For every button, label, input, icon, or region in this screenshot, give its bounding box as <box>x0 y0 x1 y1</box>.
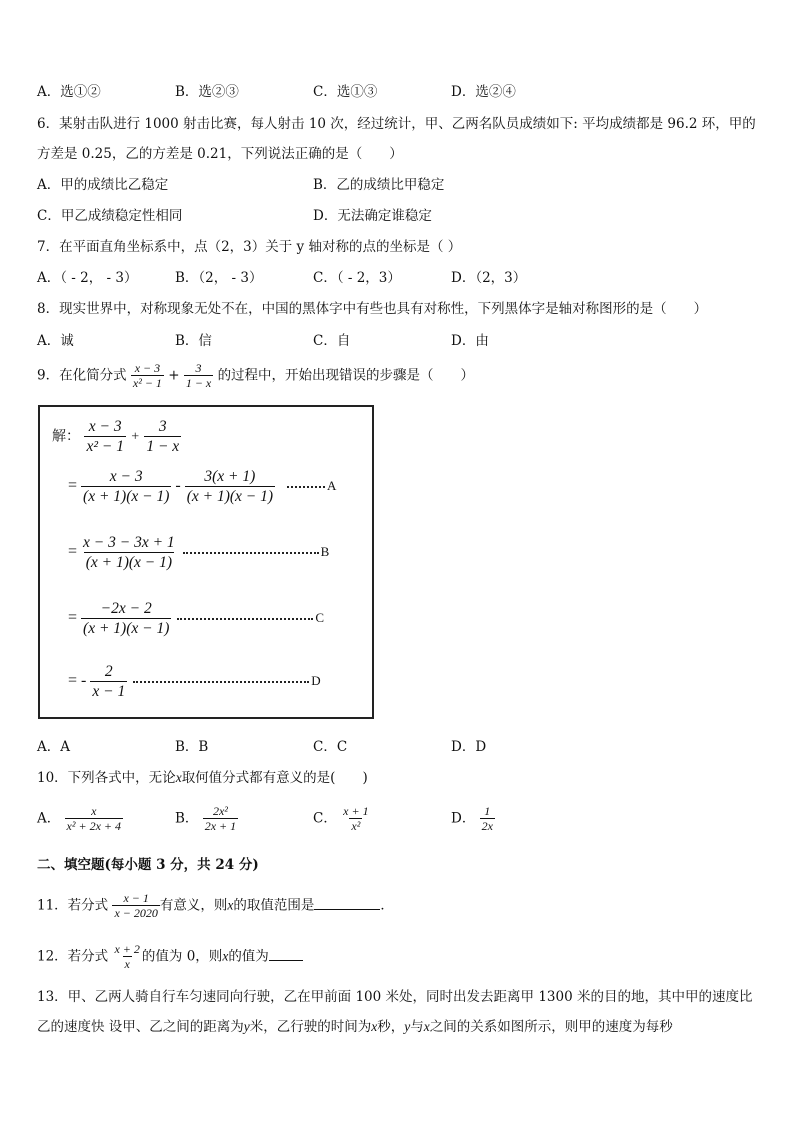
q9-step-b <box>68 533 329 572</box>
q11-end: ． <box>380 897 394 914</box>
q10-option-c-label: C． <box>313 810 337 827</box>
q7-option-a: A．（ - 2， - 3） <box>37 270 138 286</box>
q10-option-c <box>313 804 371 834</box>
step-a-denominator-2: (x + 1)(x − 1) <box>186 488 274 505</box>
q10-option-c-denominator: x² <box>351 819 361 833</box>
step-b-fraction <box>81 533 177 572</box>
q12-stem <box>37 942 303 972</box>
step0-denominator-2: 1 − x <box>146 438 180 455</box>
q11-mid: 有意义，则 <box>159 897 228 914</box>
q12-suffix: 的值为 <box>228 948 269 965</box>
section-2-heading: 二、填空题(每小题 3 分，共 24 分) <box>37 857 259 873</box>
q11-denominator: x − 2020 <box>114 906 158 920</box>
step-a-numerator-1: x − 3 <box>109 468 143 485</box>
step-b-denominator: (x + 1)(x − 1) <box>85 554 173 571</box>
step-a-label: A <box>327 478 337 494</box>
q6-option-d: D．无法确定谁稳定 <box>313 208 432 224</box>
step-c-leader-dots <box>177 618 313 620</box>
q5-option-d: D．选②④ <box>451 84 516 100</box>
q7-option-b: B．（2， - 3） <box>175 270 263 286</box>
q10-option-a-denominator: x² + 2x + 4 <box>66 819 121 833</box>
step-c-label: C <box>315 610 325 626</box>
step-d-numerator: 2 <box>104 663 113 680</box>
q8-stem: 8．现实世界中，对称现象无处不在，中国的黑体字中有些也具有对称性，下列黑体字是轴对称图形的是（ ） <box>37 301 708 317</box>
q7-option-c: C．（ - 2，3） <box>313 270 401 286</box>
q9-fraction-1 <box>131 361 164 391</box>
q9-frac1-denominator: x² − 1 <box>132 376 162 390</box>
q10-option-d-numerator: 1 <box>484 804 491 818</box>
q13-stem-line2 <box>37 1018 673 1036</box>
q10-option-c-numerator: x + 1 <box>343 804 369 818</box>
step-a-operator: - <box>175 477 181 495</box>
step-b-equals: = <box>68 543 78 561</box>
q10-option-b-denominator: 2x + 1 <box>204 819 237 833</box>
q13-stem-line1: 13．甲、乙两人骑自行车匀速同向行驶，乙在甲前面 100 米处，同时出发去距离甲 1300 米的目的地，其中甲的速度比 <box>37 989 753 1005</box>
q12-fraction <box>112 942 141 972</box>
q10-stem-variable: x <box>175 770 182 785</box>
q9-stem-suffix: 的过程中，开始出现错误的步骤是（ ） <box>217 367 475 384</box>
q10-option-c-fraction <box>341 804 370 834</box>
q9-option-a: A．A <box>37 739 70 755</box>
step0-denominator-1: x² − 1 <box>86 438 124 455</box>
q10-option-b-numerator: 2x² <box>212 804 228 818</box>
q13-line2-part-c: 秒， <box>377 1019 405 1035</box>
q8-option-a: A．诚 <box>37 333 74 349</box>
step-d-denominator: x − 1 <box>92 683 126 700</box>
q13-variable-y: y <box>243 1019 250 1034</box>
q9-stem <box>37 361 474 391</box>
q10-option-a-fraction <box>65 804 123 834</box>
q9-step-c <box>68 599 324 638</box>
q12-mid: 的值为 0，则 <box>141 948 223 965</box>
q9-step-a <box>68 467 336 506</box>
step-d-leader-dots <box>133 681 309 683</box>
q8-option-b: B．信 <box>175 333 212 349</box>
step-a-denominator-1: (x + 1)(x − 1) <box>83 488 170 505</box>
step0-numerator-1: x − 3 <box>88 418 122 435</box>
q11-answer-blank[interactable] <box>314 909 380 910</box>
step-d-fraction <box>90 662 127 701</box>
q10-option-b <box>175 804 238 834</box>
q8-option-d: D．由 <box>451 333 489 349</box>
q13-variable-x: x <box>371 1019 378 1034</box>
step-a-leader-dots <box>287 486 325 488</box>
q11-numerator: x − 1 <box>123 891 149 905</box>
q5-option-b: B．选②③ <box>175 84 239 100</box>
step0-numerator-2: 3 <box>158 418 167 435</box>
q13-variable-y-2: y <box>404 1019 411 1034</box>
q6-option-a: A．甲的成绩比乙稳定 <box>37 177 169 193</box>
q13-variable-x-2: x <box>423 1019 430 1034</box>
q9-frac2-numerator: 3 <box>195 361 202 375</box>
step0-fraction-1 <box>84 417 126 456</box>
q9-frac2-denominator: 1 − x <box>185 376 212 390</box>
step-d-label: D <box>311 673 321 689</box>
step-a-fraction-2 <box>185 467 275 506</box>
q12-numerator: x + 2 <box>114 942 140 956</box>
q9-solution-box <box>38 405 374 719</box>
q6-stem-line1: 6．某射击队进行 1000 射击比赛，每人射击 10 次，经过统计，甲、乙两名队员成绩如下: 平均成绩都是 96.2 环，甲的 <box>37 116 756 132</box>
solution-label: 解： <box>52 428 80 445</box>
q10-stem-part-a: 10．下列各式中，无论 <box>37 770 176 786</box>
q9-frac1-numerator: x − 3 <box>134 361 161 375</box>
q12-answer-blank[interactable] <box>269 960 303 961</box>
step-d-equals: = - <box>68 672 87 690</box>
q13-line2-part-b: 米，乙行驶的时间为 <box>249 1019 372 1035</box>
q5-option-c: C．选①③ <box>313 84 378 100</box>
q8-option-c: C．自 <box>313 333 351 349</box>
q11-stem <box>37 891 394 921</box>
q11-fraction <box>112 891 159 921</box>
q7-stem: 7．在平面直角坐标系中，点（2，3）关于 y 轴对称的点的坐标是（ ） <box>37 239 462 255</box>
q10-option-a-label: A． <box>37 810 61 827</box>
q10-stem <box>37 769 368 787</box>
q12-variable: x <box>222 948 229 964</box>
q12-prefix: 12．若分式 <box>37 948 109 965</box>
step-b-numerator: x − 3 − 3x + 1 <box>83 534 175 551</box>
step0-fraction-2 <box>144 417 181 456</box>
step-c-denominator: (x + 1)(x − 1) <box>83 620 170 637</box>
step-a-equals: = <box>68 477 78 495</box>
q9-solution-row-0 <box>52 417 181 456</box>
q10-option-a <box>37 804 123 834</box>
q9-option-c: C．C <box>313 739 348 755</box>
q10-option-d <box>451 804 495 834</box>
step-c-numerator: −2x − 2 <box>100 600 152 617</box>
q10-option-d-label: D． <box>451 810 476 827</box>
q13-line2-part-a: 乙的速度快 设甲、乙之间的距离为 <box>37 1019 244 1035</box>
q11-prefix: 11．若分式 <box>37 897 109 914</box>
q9-plus-sign: + <box>168 367 180 384</box>
q10-option-d-denominator: 2x <box>481 819 493 833</box>
q10-option-d-fraction <box>480 804 495 834</box>
q10-option-b-label: B． <box>175 810 199 827</box>
q10-stem-part-b: 取何值分式都有意义的是( ) <box>181 770 368 786</box>
q7-option-d: D．（2，3） <box>451 270 527 286</box>
q9-step-d <box>68 662 321 701</box>
step-a-numerator-2: 3(x + 1) <box>204 468 256 485</box>
step-a-fraction-1 <box>81 467 171 506</box>
q6-option-c: C．甲乙成绩稳定性相同 <box>37 208 183 224</box>
q6-option-b: B．乙的成绩比甲稳定 <box>313 177 445 193</box>
step-c-fraction <box>81 599 171 638</box>
step0-operator: + <box>130 429 140 445</box>
q9-stem-prefix: 9．在化简分式 <box>37 367 127 384</box>
q12-denominator: x <box>124 957 130 971</box>
q13-line2-part-d: 与 <box>410 1019 424 1035</box>
q9-option-d: D．D <box>451 739 487 755</box>
step-b-leader-dots <box>183 552 319 554</box>
q11-suffix: 的取值范围是 <box>233 897 315 914</box>
step-c-equals: = <box>68 609 78 627</box>
q13-line2-part-e: 之间的关系如图所示，则甲的速度为每秒 <box>429 1019 673 1035</box>
q10-option-a-numerator: x <box>91 804 97 818</box>
q9-fraction-2 <box>184 361 213 391</box>
q9-option-b: B．B <box>175 739 209 755</box>
q6-stem-line2: 方差是 0.25，乙的方差是 0.21，下列说法正确的是（ ） <box>37 146 403 162</box>
q5-option-a: A．选①② <box>37 84 101 100</box>
q10-option-b-fraction <box>203 804 238 834</box>
q11-variable: x <box>227 897 234 913</box>
step-b-label: B <box>320 544 330 560</box>
